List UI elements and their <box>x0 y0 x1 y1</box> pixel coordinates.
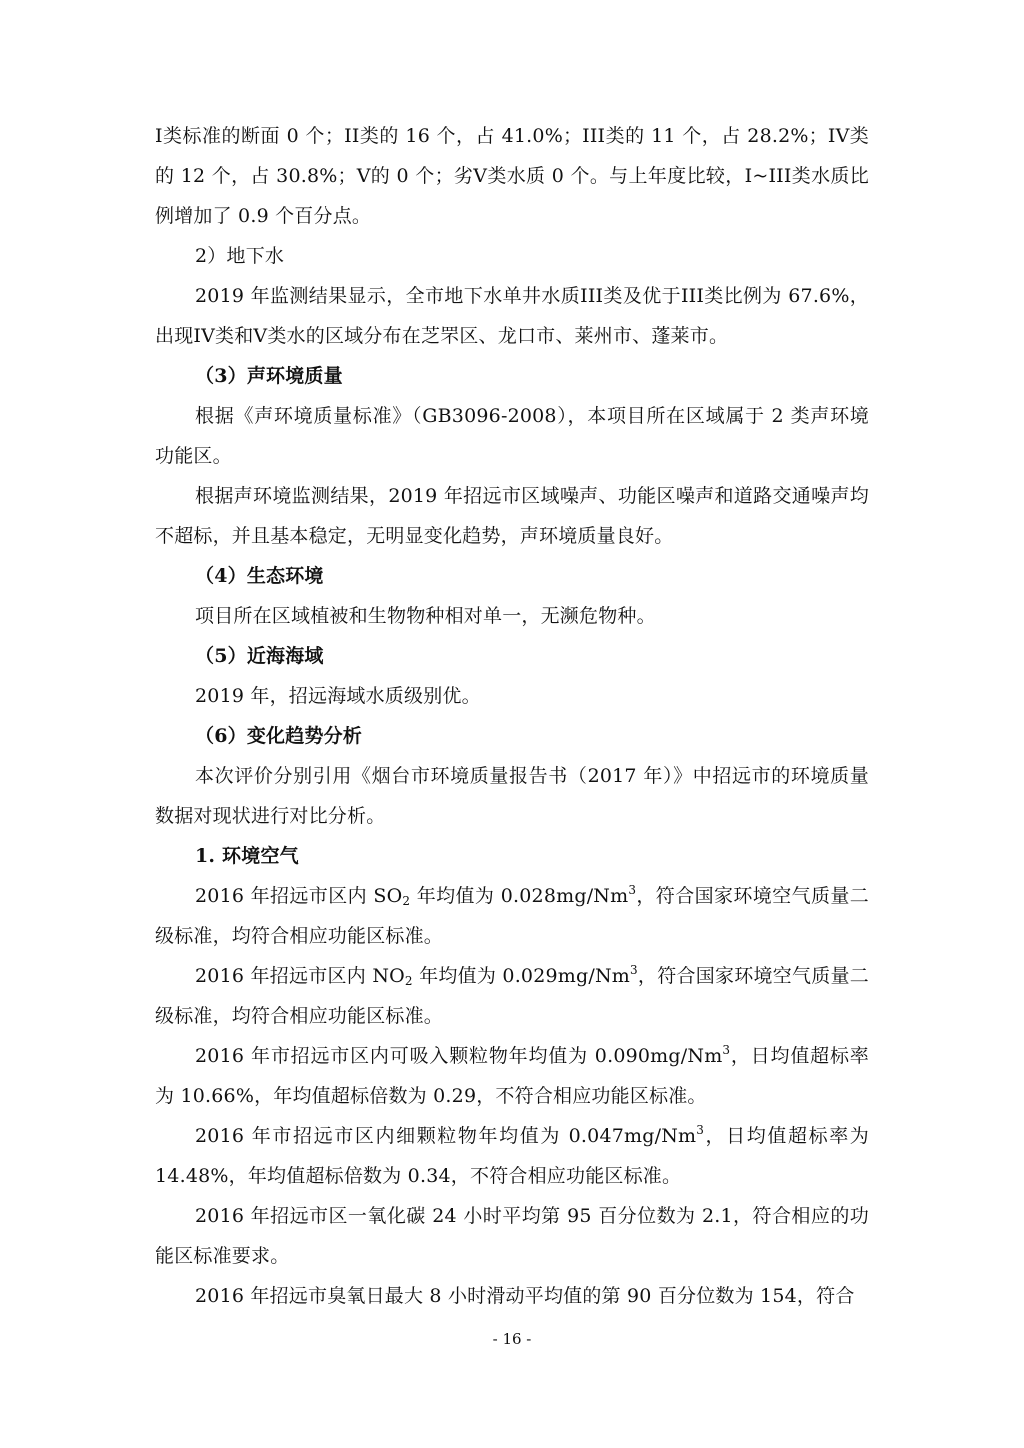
section-heading-ecology: （4）生态环境 <box>195 565 324 587</box>
pm10-superscript: 3 <box>722 1043 731 1057</box>
paragraph-trend: 本次评价分别引用《烟台市环境质量报告书（2017 年）》中招远市的环境质量数据对现状进行对比分析。 <box>155 765 869 827</box>
paragraph-surface-water-classes: I类标准的断面 0 个；II类的 16 个，占 41.0%；III类的 11 个，占 28.2%；IV类的 12 个，占 30.8%；V的 0 个；劣V类水质 0 个。与上年度比较，I~III类水质比例增加了 0.9 个百分点。 <box>155 125 869 227</box>
no2-superscript: 3 <box>630 963 638 977</box>
paragraph-so2 <box>155 876 869 956</box>
paragraph-ozone: 2016 年招远市臭氧日最大 8 小时滑动平均值的第 90 百分位数为 154，符合 <box>195 1285 855 1307</box>
page-number: - 16 - <box>492 1330 532 1348</box>
so2-superscript: 3 <box>628 883 637 897</box>
paragraph-coastal: 2019 年，招远海域水质级别优。 <box>195 685 481 707</box>
so2-text-a: 2016 年招远市区内 SO <box>195 885 403 907</box>
pm25-text-a: 2016 年市招远市区内细颗粒物年均值为 0.047mg/Nm <box>195 1125 697 1147</box>
paragraph-pm10 <box>155 1036 869 1116</box>
pm10-text-a: 2016 年市招远市区内可吸入颗粒物年均值为 0.090mg/Nm <box>195 1045 723 1067</box>
so2-text-c: ，符合国家环境空气质量二级标准，均符合相应功能区标准。 <box>155 885 869 947</box>
paragraph-acoustic-results: 根据声环境监测结果，2019 年招远市区域噪声、功能区噪声和道路交通噪声均不超标，并且基本稳定，无明显变化趋势，声环境质量良好。 <box>155 485 869 547</box>
so2-text-b: 年均值为 0.028mg/Nm <box>410 885 629 907</box>
paragraph-acoustic-standard: 根据《声环境质量标准》（GB3096-2008），本项目所在区域属于 2 类声环境功能区。 <box>155 405 869 467</box>
no2-text-c: ，符合国家环境空气质量二级标准，均符合相应功能区标准。 <box>155 965 869 1027</box>
paragraph-ecology: 项目所在区域植被和生物物种相对单一，无濒危物种。 <box>195 605 656 627</box>
pm25-text-b: ，日均值超标率为 14.48%，年均值超标倍数为 0.34，不符合相应功能区标准。 <box>155 1125 870 1187</box>
document-page <box>155 116 869 1316</box>
paragraph-groundwater: 2019 年监测结果显示，全市地下水单井水质III类及优于III类比例为 67.6%，出现IV类和V类水的区域分布在芝罘区、龙口市、莱州市、蓬莱市。 <box>155 285 869 347</box>
section-heading-air: 1. 环境空气 <box>195 845 299 867</box>
section-heading-groundwater: 2）地下水 <box>195 245 285 267</box>
pm10-text-b: ，日均值超标率为 10.66%，年均值超标倍数为 0.29，不符合相应功能区标准。 <box>155 1045 869 1107</box>
paragraph-pm25 <box>155 1116 869 1196</box>
no2-text-a: 2016 年招远市区内 NO <box>195 965 405 987</box>
section-heading-acoustic: （3）声环境质量 <box>195 365 343 387</box>
paragraph-co: 2016 年招远市区一氧化碳 24 小时平均第 95 百分位数为 2.1，符合相应的功能区标准要求。 <box>155 1205 869 1267</box>
no2-text-b: 年均值为 0.029mg/Nm <box>412 965 631 987</box>
section-heading-coastal: （5）近海海域 <box>195 645 324 667</box>
pm25-superscript: 3 <box>696 1123 705 1137</box>
so2-subscript: 2 <box>402 894 411 908</box>
section-heading-trend: （6）变化趋势分析 <box>195 725 363 747</box>
paragraph-no2 <box>155 956 869 1036</box>
no2-subscript: 2 <box>404 974 413 988</box>
